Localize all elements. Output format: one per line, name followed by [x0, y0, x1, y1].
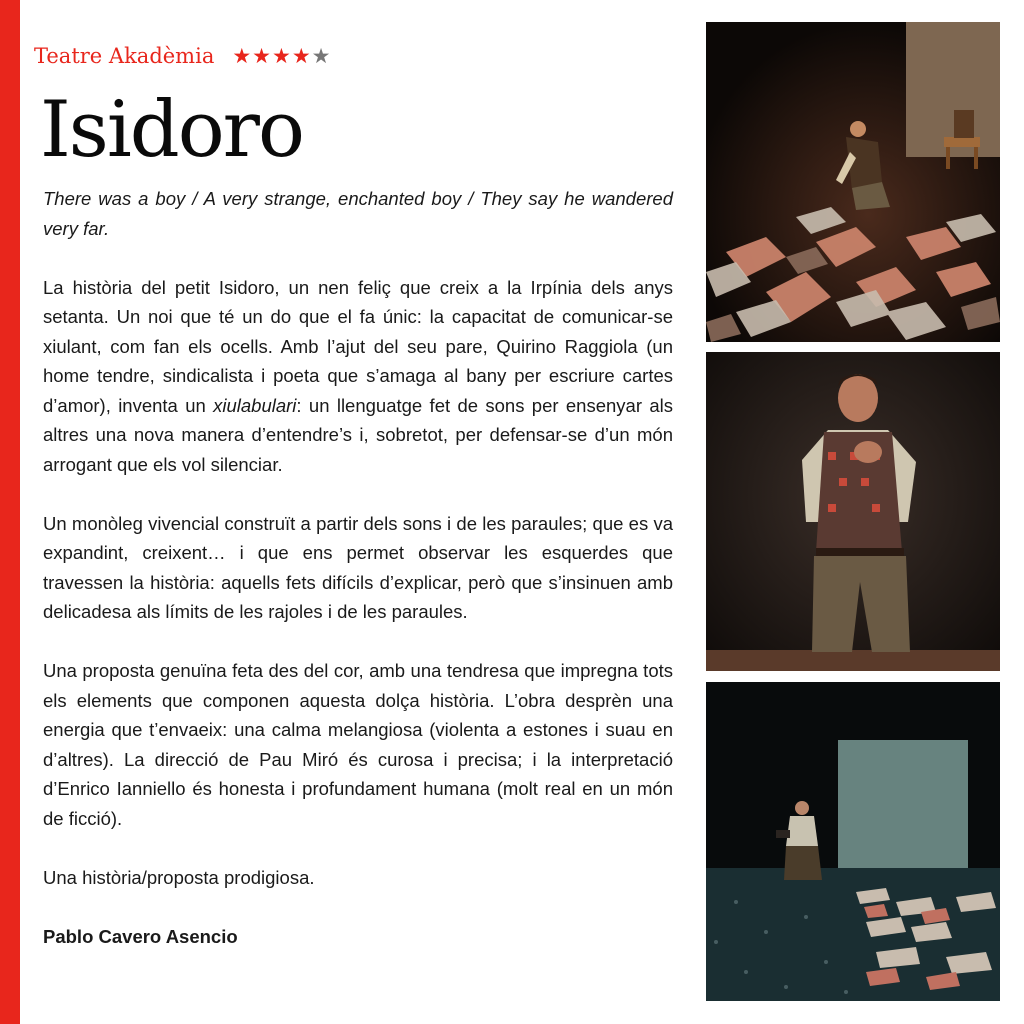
- stage-photo-tiles: [706, 22, 1000, 342]
- stage-photo-portrait: [706, 352, 1000, 671]
- paragraph-2: Un monòleg vivencial construït a partir dels sons i de les paraules; que es va expandint, creixent… i que ens permet observar les esquerdes que travessen la història: aquells fets difícils d’explicar, però que s’insinuen amb delicadesa als límits de les rajoles i de les paraules.: [43, 512, 673, 622]
- star-icon: ★: [252, 44, 272, 68]
- stage-photo-seated: [706, 682, 1000, 1001]
- paragraph-1-text-end: : un llenguatge fet de sons per ensenyar als altres una nova manera d’entendre’s i, sobretot, per defensar-se d’un món arrogant que els vol silenciar.: [43, 394, 673, 475]
- star-icon: ★: [291, 44, 312, 68]
- paragraph-1: [43, 273, 673, 480]
- review-body: [43, 184, 673, 981]
- star-icon: ★: [232, 44, 253, 68]
- paragraph-1-text: La història del petit Isidoro, un nen feliç que creix a la Irpínia dels anys setanta. Un noi que té un do que el fa únic: la capacitat de comunicar-se xiulant, com fan els ocells. Amb l’ajut del seu pare, Quirino Raggiola (un home tendre, sindicalista i poeta que s’amaga al bany per escriure cartes d’amor), inventa un: [43, 276, 673, 416]
- header: [34, 44, 331, 68]
- paragraph-3: Una proposta genuïna feta des del cor, amb una tendresa que impregna tots els elements que componen aquesta dolça història. L’obra desprèn una energia que t’envaeix: una calma melangiosa (violenta a estones i suau en d’altres). La direcció de Pau Miró és curosa i precisa; i la interpretació d’Enrico Ianniello és honesta i profundament humana (molt real en un món de ficció).: [43, 660, 673, 829]
- star-icon: ★: [311, 44, 332, 68]
- star-rating: [232, 44, 331, 68]
- venue-name: Teatre Akadèmia: [34, 44, 215, 68]
- author-name: Pablo Cavero Asencio: [43, 925, 238, 947]
- epigraph: There was a boy / A very strange, enchanted boy / They say he wandered very far.: [43, 188, 673, 239]
- closing-line: Una història/proposta prodigiosa.: [43, 866, 315, 888]
- star-icon: ★: [272, 44, 292, 68]
- red-accent-bar: [0, 0, 20, 1024]
- page-title: Isidoro: [40, 85, 303, 175]
- paragraph-1-italic-term: xiulabulari: [213, 394, 297, 416]
